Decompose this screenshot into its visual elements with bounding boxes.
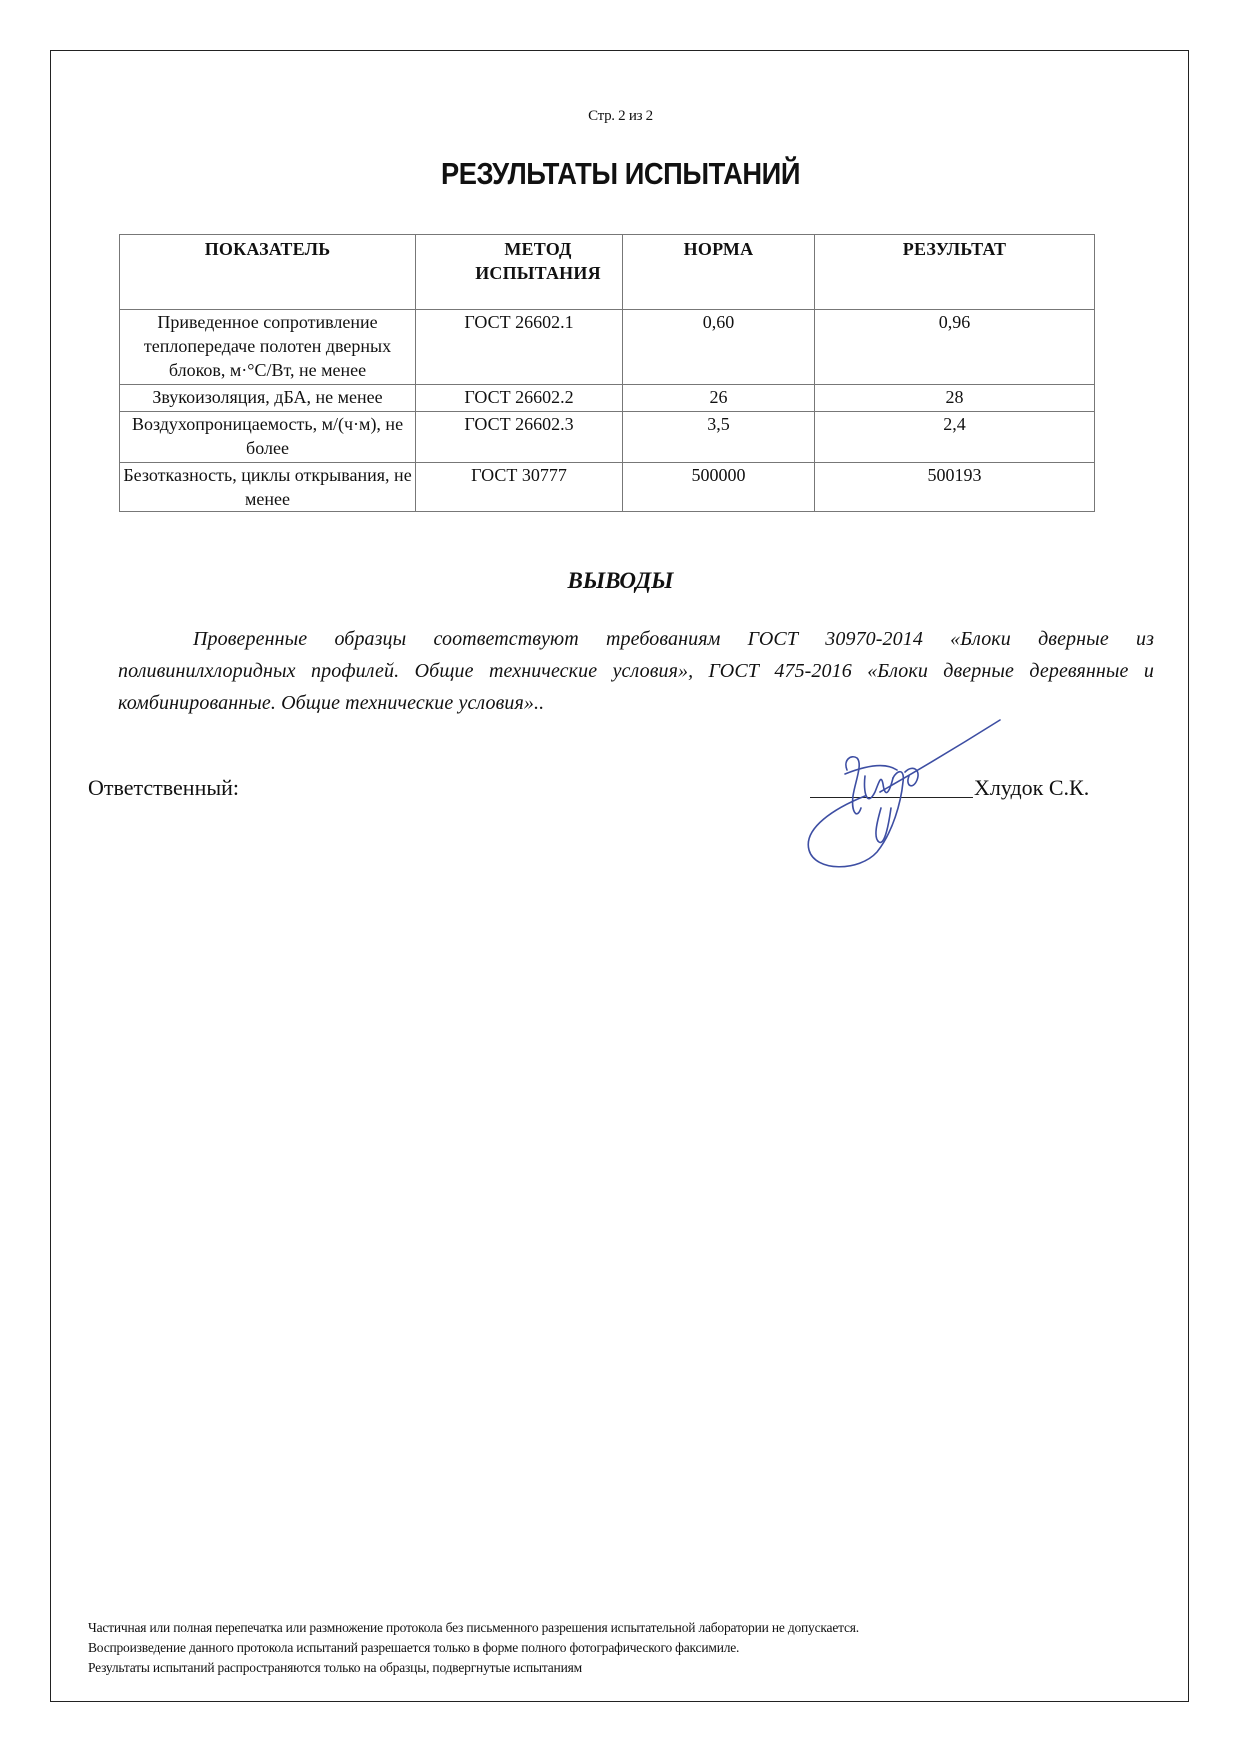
conclusions-text: Проверенные образцы соответствуют требованиям ГОСТ 30970-2014 «Блоки дверные из поливинилхлоридных профилей. Общие технические условия», ГОСТ 475-2016 «Блоки дверные деревянные и комбинированные. Общие технические условия».. (118, 628, 1154, 714)
signer-name: Хлудок С.К. (974, 775, 1090, 800)
method-cell: ГОСТ 26602.3 (416, 412, 623, 463)
indicator-cell: Звукоизоляция, дБА, не менее (120, 385, 416, 412)
indicator-cell: Безотказность, циклы открывания, не менее (120, 463, 416, 512)
footer-line: Результаты испытаний распространяются только на образцы, подвергнутые испытаниям (88, 1660, 582, 1675)
handwritten-signature-icon (785, 712, 1005, 872)
results-table (119, 234, 1095, 512)
column-header-method-label: МЕТОД ИСПЫТАНИЯ (475, 239, 601, 283)
table-row (120, 310, 1095, 385)
indicator-cell: Приведенное сопротивление теплопередаче полотен дверных блоков, м·°С/Вт, не менее (120, 310, 416, 385)
footer-disclaimer (88, 1618, 859, 1678)
column-header-norm: НОРМА (623, 235, 815, 310)
norm-cell: 0,60 (623, 310, 815, 385)
footer-line: Воспроизведение данного протокола испытаний разрешается только в форме полного фотографического факсимиле. (88, 1640, 740, 1655)
method-cell: ГОСТ 26602.1 (416, 310, 623, 385)
result-cell: 0,96 (815, 310, 1095, 385)
page-number: Стр. 2 из 2 (588, 108, 653, 124)
result-cell: 2,4 (815, 412, 1095, 463)
footer-line: Частичная или полная перепечатка или размножение протокола без письменного разрешения испытательной лаборатории не допускается. (88, 1620, 859, 1635)
responsible-label: Ответственный: (88, 775, 240, 800)
table-header-row (120, 235, 1095, 310)
conclusions-heading: ВЫВОДЫ (567, 568, 674, 593)
norm-cell: 3,5 (623, 412, 815, 463)
result-cell: 500193 (815, 463, 1095, 512)
indicator-cell: Воздухопроницаемость, м/(ч·м), не более (120, 412, 416, 463)
method-cell: ГОСТ 30777 (416, 463, 623, 512)
method-cell: ГОСТ 26602.2 (416, 385, 623, 412)
norm-cell: 500000 (623, 463, 815, 512)
norm-cell: 26 (623, 385, 815, 412)
column-header-result: РЕЗУЛЬТАТ (815, 235, 1095, 310)
table-row (120, 412, 1095, 463)
column-header-indicator: ПОКАЗАТЕЛЬ (120, 235, 416, 310)
table-row (120, 385, 1095, 412)
column-header-method (416, 235, 623, 310)
result-cell: 28 (815, 385, 1095, 412)
document-title: РЕЗУЛЬТАТЫ ИСПЫТАНИЙ (440, 156, 800, 191)
table-row (120, 463, 1095, 512)
